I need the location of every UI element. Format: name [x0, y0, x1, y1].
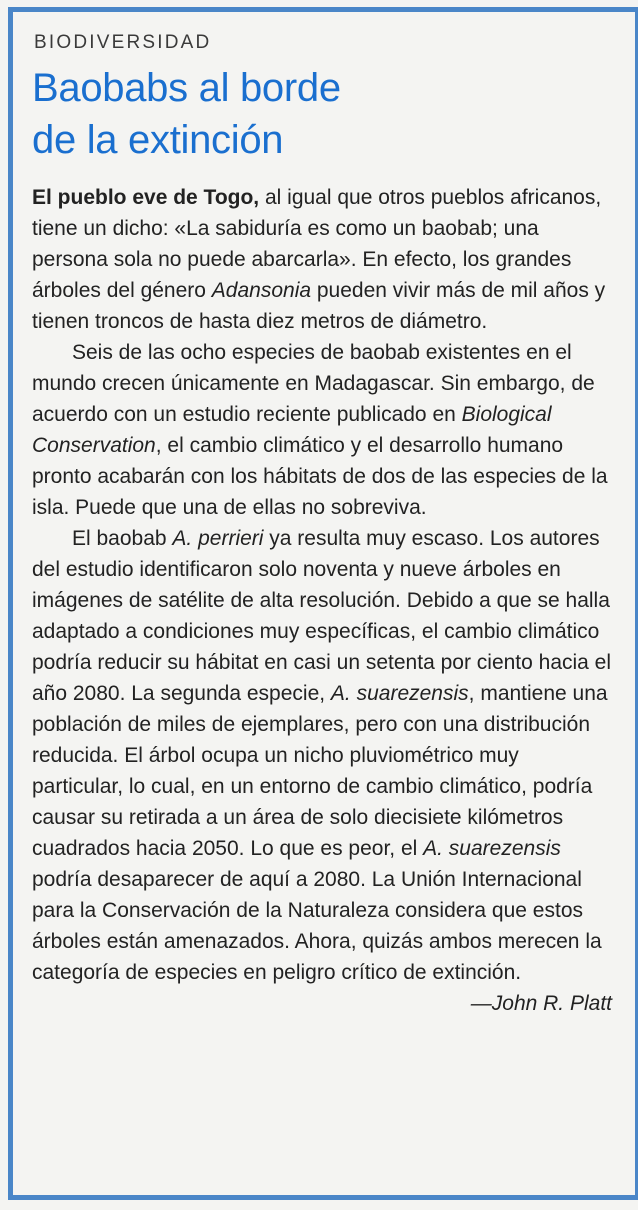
author-byline: —John R. Platt: [470, 992, 612, 1015]
lead-in: El pueblo eve de Togo,: [32, 186, 260, 209]
paragraph-3-text-b: ya resulta muy escaso. Los autores del estudio identificaron solo noventa y nueve árboles en imágenes de satélite de alta resolución. Debido a que se halla adaptado a condiciones muy específicas, el cambio climático podría reducir su hábitat en casi un setenta por ciento hacia el año 2080. La segunda especie,: [32, 527, 612, 705]
border-top: [8, 7, 638, 12]
paragraph-2-italic: Biological Conservation: [32, 403, 552, 457]
paragraph-3-italic-b: A. suarezensis: [330, 682, 469, 705]
title-line-1: Baobabs al borde: [32, 66, 341, 110]
paragraph-3-text-d: podría desaparecer de aquí a 2080. La Unión Internacional para la Conservación de la Naturaleza considera que estos árboles están amenazados. Ahora, quizás ambos merecen la categoría de especies en peligro crítico de extinción.: [32, 868, 602, 984]
section-kicker: BIODIVERSIDAD: [34, 32, 212, 53]
paragraph-2-text-a: Seis de las ocho especies de baobab existentes en el mundo crecen únicamente en Madagascar. Sin embargo, de acuerdo con un estudio reciente publicado en: [32, 341, 595, 426]
paragraph-3-italic-a: A. perrieri: [172, 527, 264, 550]
title-line-2: de la extinción: [32, 118, 284, 162]
paragraph-2-text-b: , el cambio climático y el desarrollo humano pronto acabarán con los hábitats de dos de las especies de la isla. Puede que una de ellas no sobreviva.: [32, 434, 608, 519]
paragraph-1-text-b: pueden vivir más de mil años y tienen troncos de hasta diez metros de diámetro.: [32, 279, 606, 333]
border-bottom: [8, 1195, 638, 1200]
paragraph-1-text-a: al igual que otros pueblos africanos, tiene un dicho: «La sabiduría es como un baobab; una persona sola no puede abarcarla». En efecto, los grandes árboles del género: [32, 186, 602, 302]
paragraph-1: [32, 182, 612, 337]
paragraph-3: [32, 523, 612, 1015]
paragraph-3-text-a: El baobab: [72, 527, 173, 550]
paragraph-3-text-c: , mantiene una población de miles de ejemplares, pero con una distribución reducida. El árbol ocupa un nicho pluviométrico muy particular, lo cual, en un entorno de cambio climático, podría causar su retirada a un área de solo diecisiete kilómetros cuadrados hacia 2050. Lo que es peor, el: [32, 682, 608, 860]
paragraph-2: [32, 337, 612, 523]
paragraph-3-italic-c: A. suarezensis: [423, 837, 561, 860]
paragraph-1-italic: Adansonia: [211, 279, 312, 302]
article-body: [32, 182, 612, 1015]
article-title: [32, 62, 612, 166]
article-content: [32, 32, 612, 1019]
border-left: [8, 7, 13, 1200]
